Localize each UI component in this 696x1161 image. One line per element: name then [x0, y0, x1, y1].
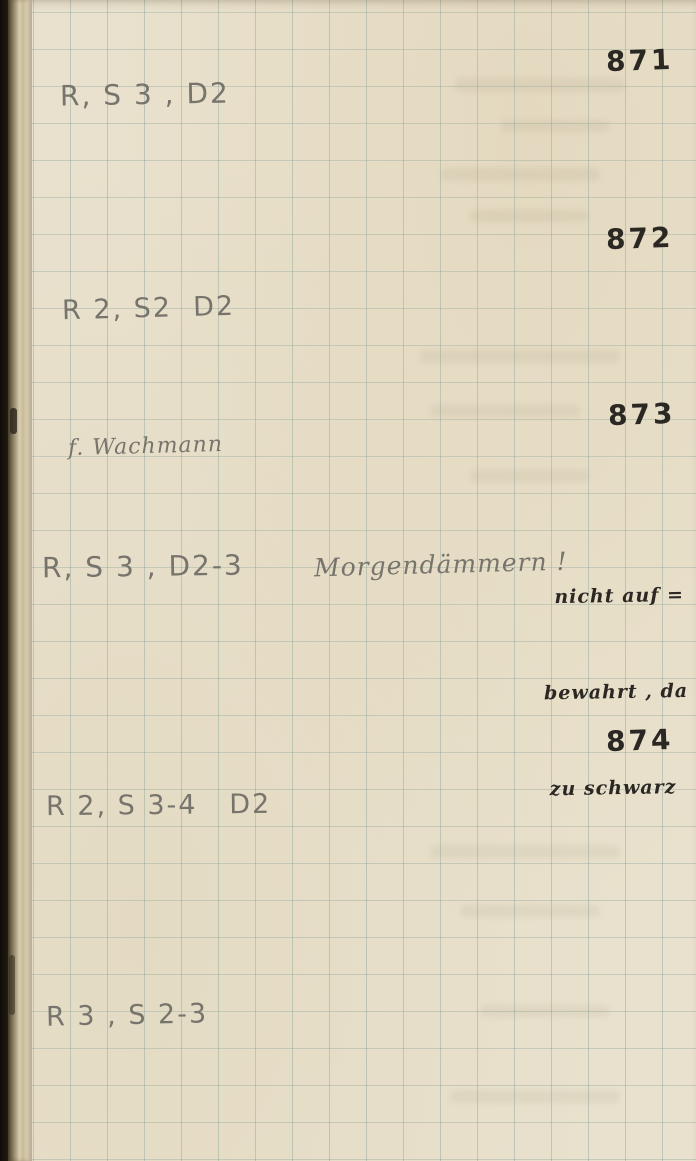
- entry-number: 873: [607, 396, 677, 433]
- bleed-through-mark: [470, 210, 590, 222]
- bleed-through-mark: [500, 120, 610, 132]
- entry-notation: R, S 3 , D2-3: [41, 548, 244, 585]
- entry-notation: R 3 , S 2-3: [45, 998, 209, 1033]
- entry-number: 872: [605, 220, 675, 257]
- bleed-through-mark: [460, 905, 600, 917]
- bleed-through-mark: [470, 470, 590, 482]
- bleed-through-mark: [455, 78, 625, 92]
- binding-ink-mark: [10, 408, 17, 434]
- entry-notation: R, S 3 , D2: [59, 76, 231, 113]
- margin-note-line: zu schwarz: [549, 776, 677, 801]
- scan-edge-strip: [0, 0, 8, 1161]
- margin-note-line: nicht auf =: [554, 583, 685, 609]
- binding-shadow-mark: [9, 955, 15, 1015]
- bleed-through-mark: [450, 1090, 620, 1103]
- margin-note-line: bewahrt , da: [543, 679, 689, 705]
- entry-number: 874: [605, 722, 675, 759]
- bleed-through-mark: [440, 168, 600, 181]
- margin-note: [543, 515, 691, 869]
- entry-notation: R 2, S2 D2: [61, 290, 236, 327]
- entry-title: Morgendämmern !: [313, 546, 569, 583]
- entry-notation: R 2, S 3-4 D2: [45, 788, 272, 823]
- entry-attribution: f. Wachmann: [67, 431, 224, 462]
- bleed-through-mark: [420, 350, 620, 363]
- entry-number: 871: [605, 42, 675, 79]
- bleed-through-mark: [480, 1005, 610, 1017]
- bleed-through-mark: [430, 405, 580, 417]
